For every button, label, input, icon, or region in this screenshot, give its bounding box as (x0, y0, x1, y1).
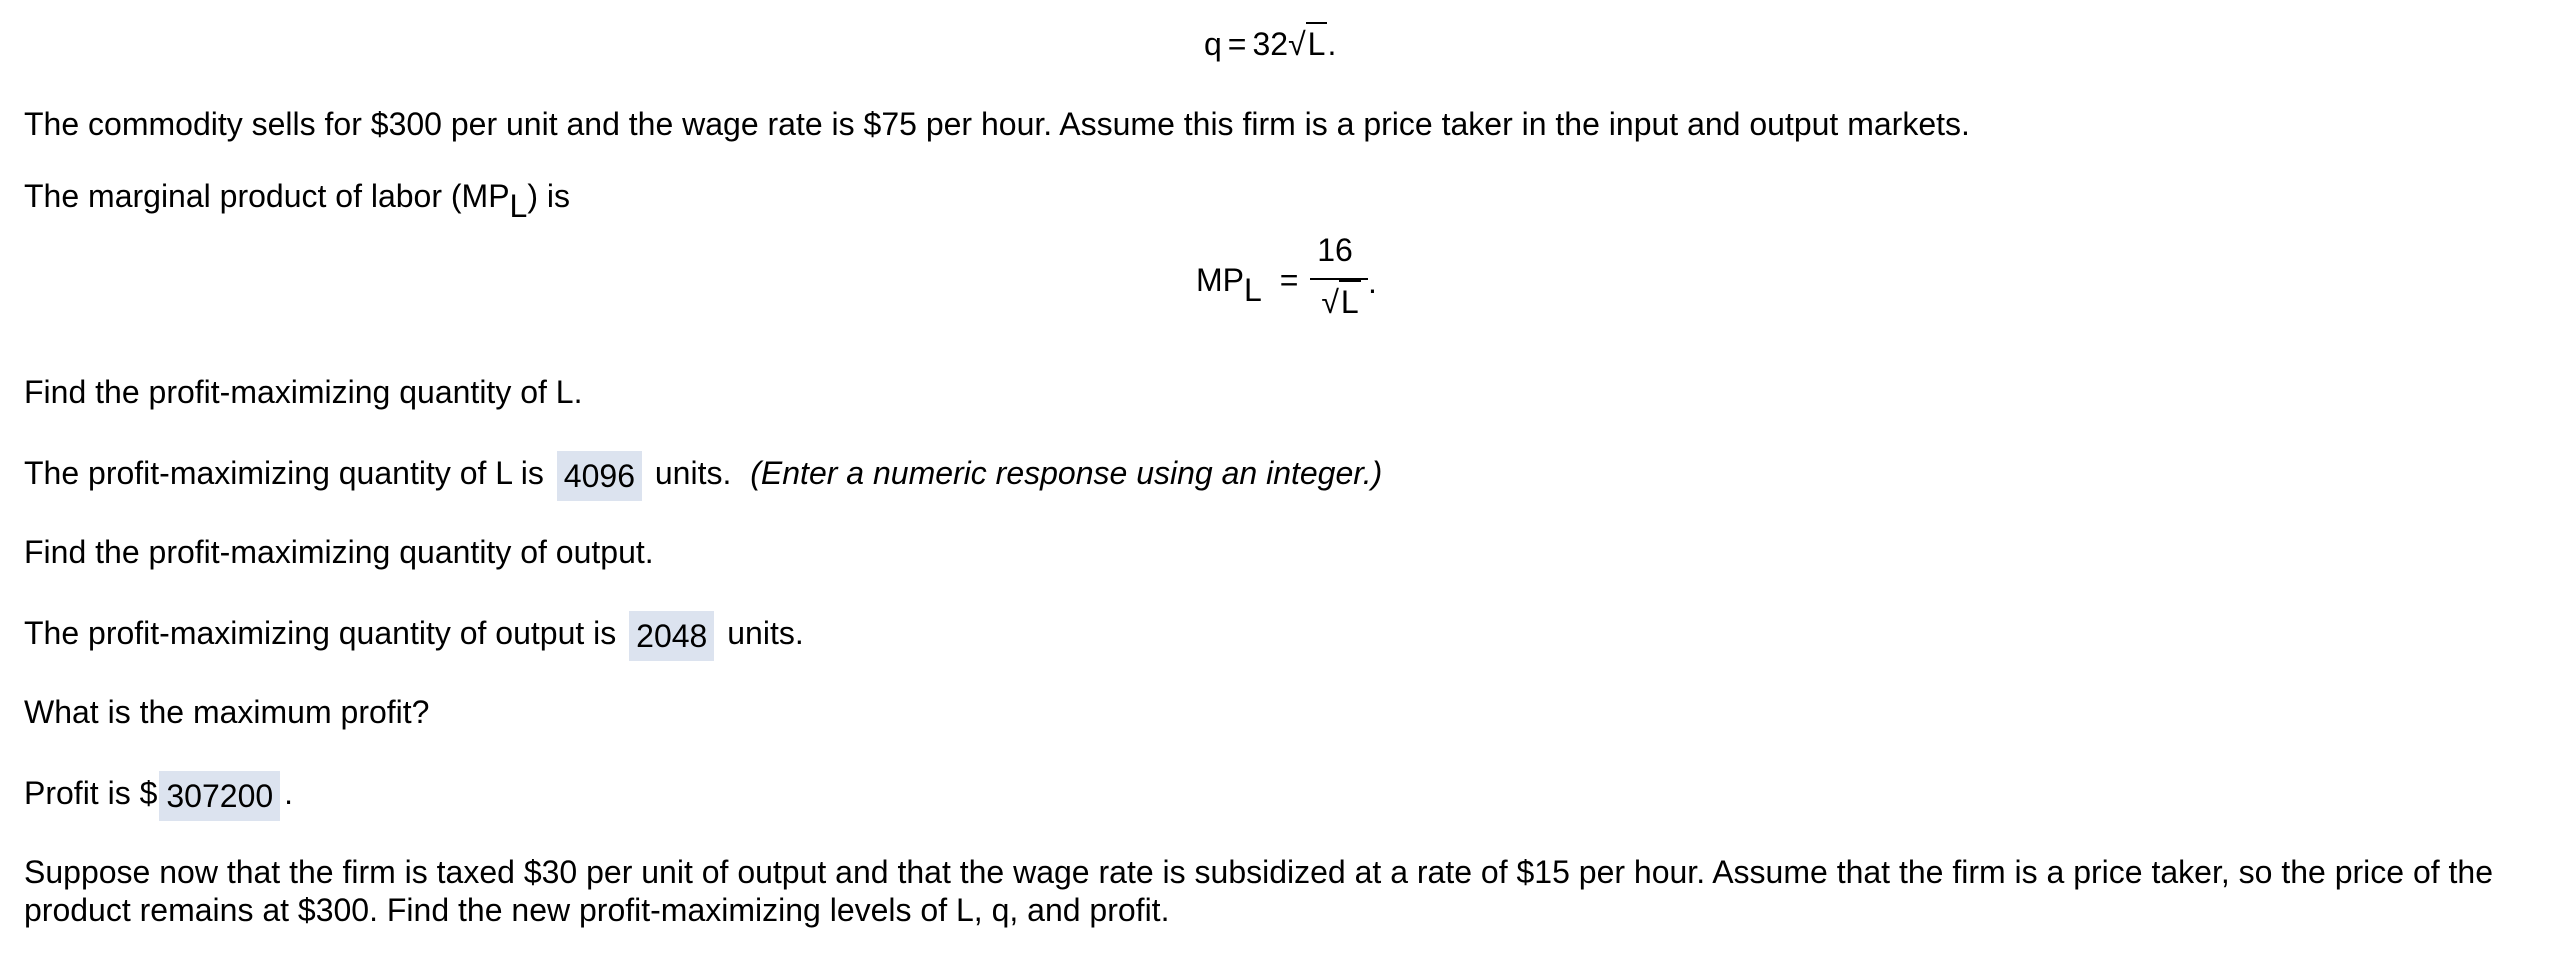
tax-text-line2: product remains at $300. Find the new profit-maximizing levels of L, q, and profit. (24, 892, 1170, 928)
q3-answer-field[interactable]: 307200 (159, 771, 280, 821)
mpl-equation-lhs (1196, 260, 1299, 308)
q2-answer-line (24, 608, 804, 661)
eq-q-period: . (1327, 26, 1337, 62)
eq-q-radicand: L (1306, 22, 1328, 64)
sqrt-icon: √ (1288, 26, 1306, 62)
q1-hint: (Enter a numeric response using an integer.) (750, 455, 1383, 491)
sqrt-icon: √ (1321, 284, 1339, 320)
q1-answer-field[interactable]: 4096 (557, 451, 642, 501)
sqrt-L (1288, 22, 1327, 64)
mpl-numerator: 16 (1317, 232, 1353, 268)
mpl-intro-suffix: ) is (527, 178, 570, 214)
q1-prefix: The profit-maximizing quantity of L is (24, 455, 544, 491)
q3-prompt: What is the maximum profit? (24, 694, 430, 730)
eq-q-coef: 32 (1252, 26, 1289, 62)
intro-text: The commodity sells for $300 per unit and the wage rate is $75 per hour. Assume this firm is a price taker in the input and output markets. (24, 106, 1970, 142)
mpl-equals: = (1279, 262, 1299, 298)
mpl-lhs-sub: L (1244, 272, 1262, 308)
mpl-denominator (1306, 280, 1376, 322)
q2-answer-field[interactable]: 2048 (629, 611, 714, 661)
mpl-intro-text (24, 176, 570, 224)
mpl-intro-prefix: The marginal product of labor (MP (24, 178, 510, 214)
q1-prompt: Find the profit-maximizing quantity of L. (24, 374, 583, 410)
mpl-lhs: MP (1196, 262, 1244, 298)
mpl-intro-sub: L (509, 188, 528, 224)
q3-answer-line (24, 768, 293, 821)
q3-prefix: Profit is $ (24, 775, 158, 811)
production-function-equation (1204, 22, 1336, 64)
q1-suffix: units. (654, 455, 732, 491)
mpl-period: . (1368, 264, 1377, 300)
q2-suffix: units. (727, 615, 804, 651)
eq-q-lhs: q (1204, 26, 1222, 62)
mpl-radicand: L (1339, 280, 1361, 322)
q2-prefix: The profit-maximizing quantity of output is (24, 615, 617, 651)
eq-q-equals: = (1227, 26, 1247, 62)
tax-text-line1: Suppose now that the firm is taxed $30 per unit of output and that the wage rate is subsidized at a rate of $15 per hour. Assume that the firm is a price taker, so the price of the (24, 854, 2493, 890)
q1-answer-line (24, 448, 1382, 501)
q2-prompt: Find the profit-maximizing quantity of output. (24, 534, 654, 570)
q3-suffix: . (284, 775, 294, 811)
